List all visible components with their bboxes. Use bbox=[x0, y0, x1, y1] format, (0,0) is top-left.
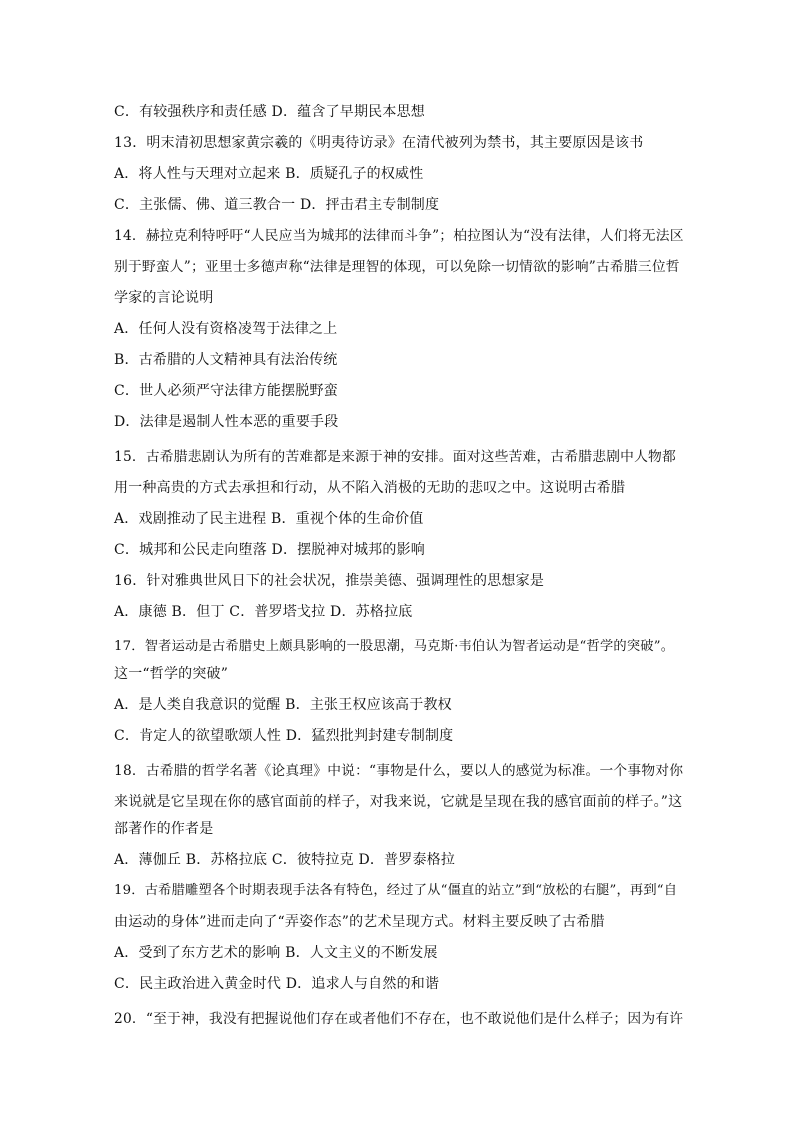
question-18-options: A．薄伽丘 B．苏格拉底 C．彼特拉克 D．普罗泰格拉 bbox=[114, 852, 456, 868]
question-15-options-ab: A．戏剧推动了民主进程 B．重视个体的生命价值 bbox=[114, 511, 424, 527]
question-17-options-ab: A．是人类自我意识的觉醒 B．主张王权应该高于教权 bbox=[114, 697, 452, 713]
question-13-options-cd: C．主张儒、佛、道三教合一 D．抨击君主专制制度 bbox=[114, 197, 440, 213]
question-15-options-cd: C．城邦和公民走向堕落 D．摆脱神对城邦的影响 bbox=[114, 542, 425, 558]
question-18-stem-line-2: 来说就是它呈现在你的感官面前的样子，对我来说，它就是呈现在我的感官面前的样子。”这 bbox=[114, 794, 683, 810]
question-16-options: A．康德 B．但丁 C．普罗塔戈拉 D．苏格拉底 bbox=[114, 604, 413, 620]
question-19-stem-line-1: 19．古希腊雕塑各个时期表现手法各有特色，经过了从“僵直的站立”到“放松的右腿”，再到“自 bbox=[114, 883, 678, 898]
question-17-options-cd: C．肯定人的欲望歌颂人性 D．猛烈批判封建专制制度 bbox=[114, 728, 454, 744]
question-14-stem-line-1: 14．赫拉克利特呼吁“人民应当为城邦的法律而斗争”；柏拉图认为“没有法律，人们将无法区 bbox=[114, 228, 684, 244]
question-15-stem-line-1: 15．古希腊悲剧认为所有的苦难都是来源于神的安排。面对这些苦难，古希腊悲剧中人物都 bbox=[114, 449, 676, 465]
question-18-stem-line-3: 部著作的作者是 bbox=[114, 821, 214, 837]
question-14-option-d: D．法律是遏制人性本恶的重要手段 bbox=[114, 414, 339, 430]
question-15-stem-line-2: 用一种高贵的方式去承担和行动，从不陷入消极的无助的悲叹之中。这说明古希腊 bbox=[114, 480, 626, 496]
question-14-option-b: B．古希腊的人文精神具有法治传统 bbox=[114, 352, 338, 368]
question-14-stem-line-2: 别于野蛮人”；亚里士多德声称“法律是理智的体现，可以免除一切情欲的影响”古希腊三位哲 bbox=[114, 259, 680, 275]
question-19-options-ab: A．受到了东方艺术的影响 B．人文主义的不断发展 bbox=[114, 945, 438, 961]
question-18-stem-line-1: 18．古希腊的哲学名著《论真理》中说：“事物是什么，要以人的感觉为标准。一个事物对你 bbox=[114, 763, 684, 779]
question-17-stem-line-2: 这一“哲学的突破” bbox=[114, 666, 229, 682]
question-14-stem-line-3: 学家的言论说明 bbox=[114, 290, 214, 306]
question-16-stem: 16．针对雅典世风日下的社会状况，推崇美德、强调理性的思想家是 bbox=[114, 573, 545, 589]
question-19-stem-line-2: 由运动的身体”进而走向了“弄姿作态”的艺术呈现方式。材料主要反映了古希腊 bbox=[114, 914, 605, 930]
question-17-stem-line-1: 17．智者运动是古希腊史上颇具影响的一股思潮，马克斯·韦伯认为智者运动是“哲学的突破”。 bbox=[114, 639, 675, 654]
question-13-options-ab: A．将人性与天理对立起来 B．质疑孔子的权威性 bbox=[114, 166, 424, 182]
question-19-options-cd: C．民主政治进入黄金时代 D．追求人与自然的和谐 bbox=[114, 976, 440, 992]
question-14-option-a: A．任何人没有资格凌驾于法律之上 bbox=[114, 321, 338, 337]
question-20-stem-line-1: 20．“至于神，我没有把握说他们存在或者他们不存在，也不敢说他们是什么样子；因为有许 bbox=[114, 1011, 684, 1027]
question-13-stem: 13．明末清初思想家黄宗羲的《明夷待访录》在清代被列为禁书，其主要原因是该书 bbox=[114, 135, 644, 151]
option-line-12-cd: C．有较强秩序和责任感 D．蕴含了早期民本思想 bbox=[114, 104, 425, 120]
question-14-option-c: C．世人必须严守法律方能摆脱野蛮 bbox=[114, 383, 338, 399]
